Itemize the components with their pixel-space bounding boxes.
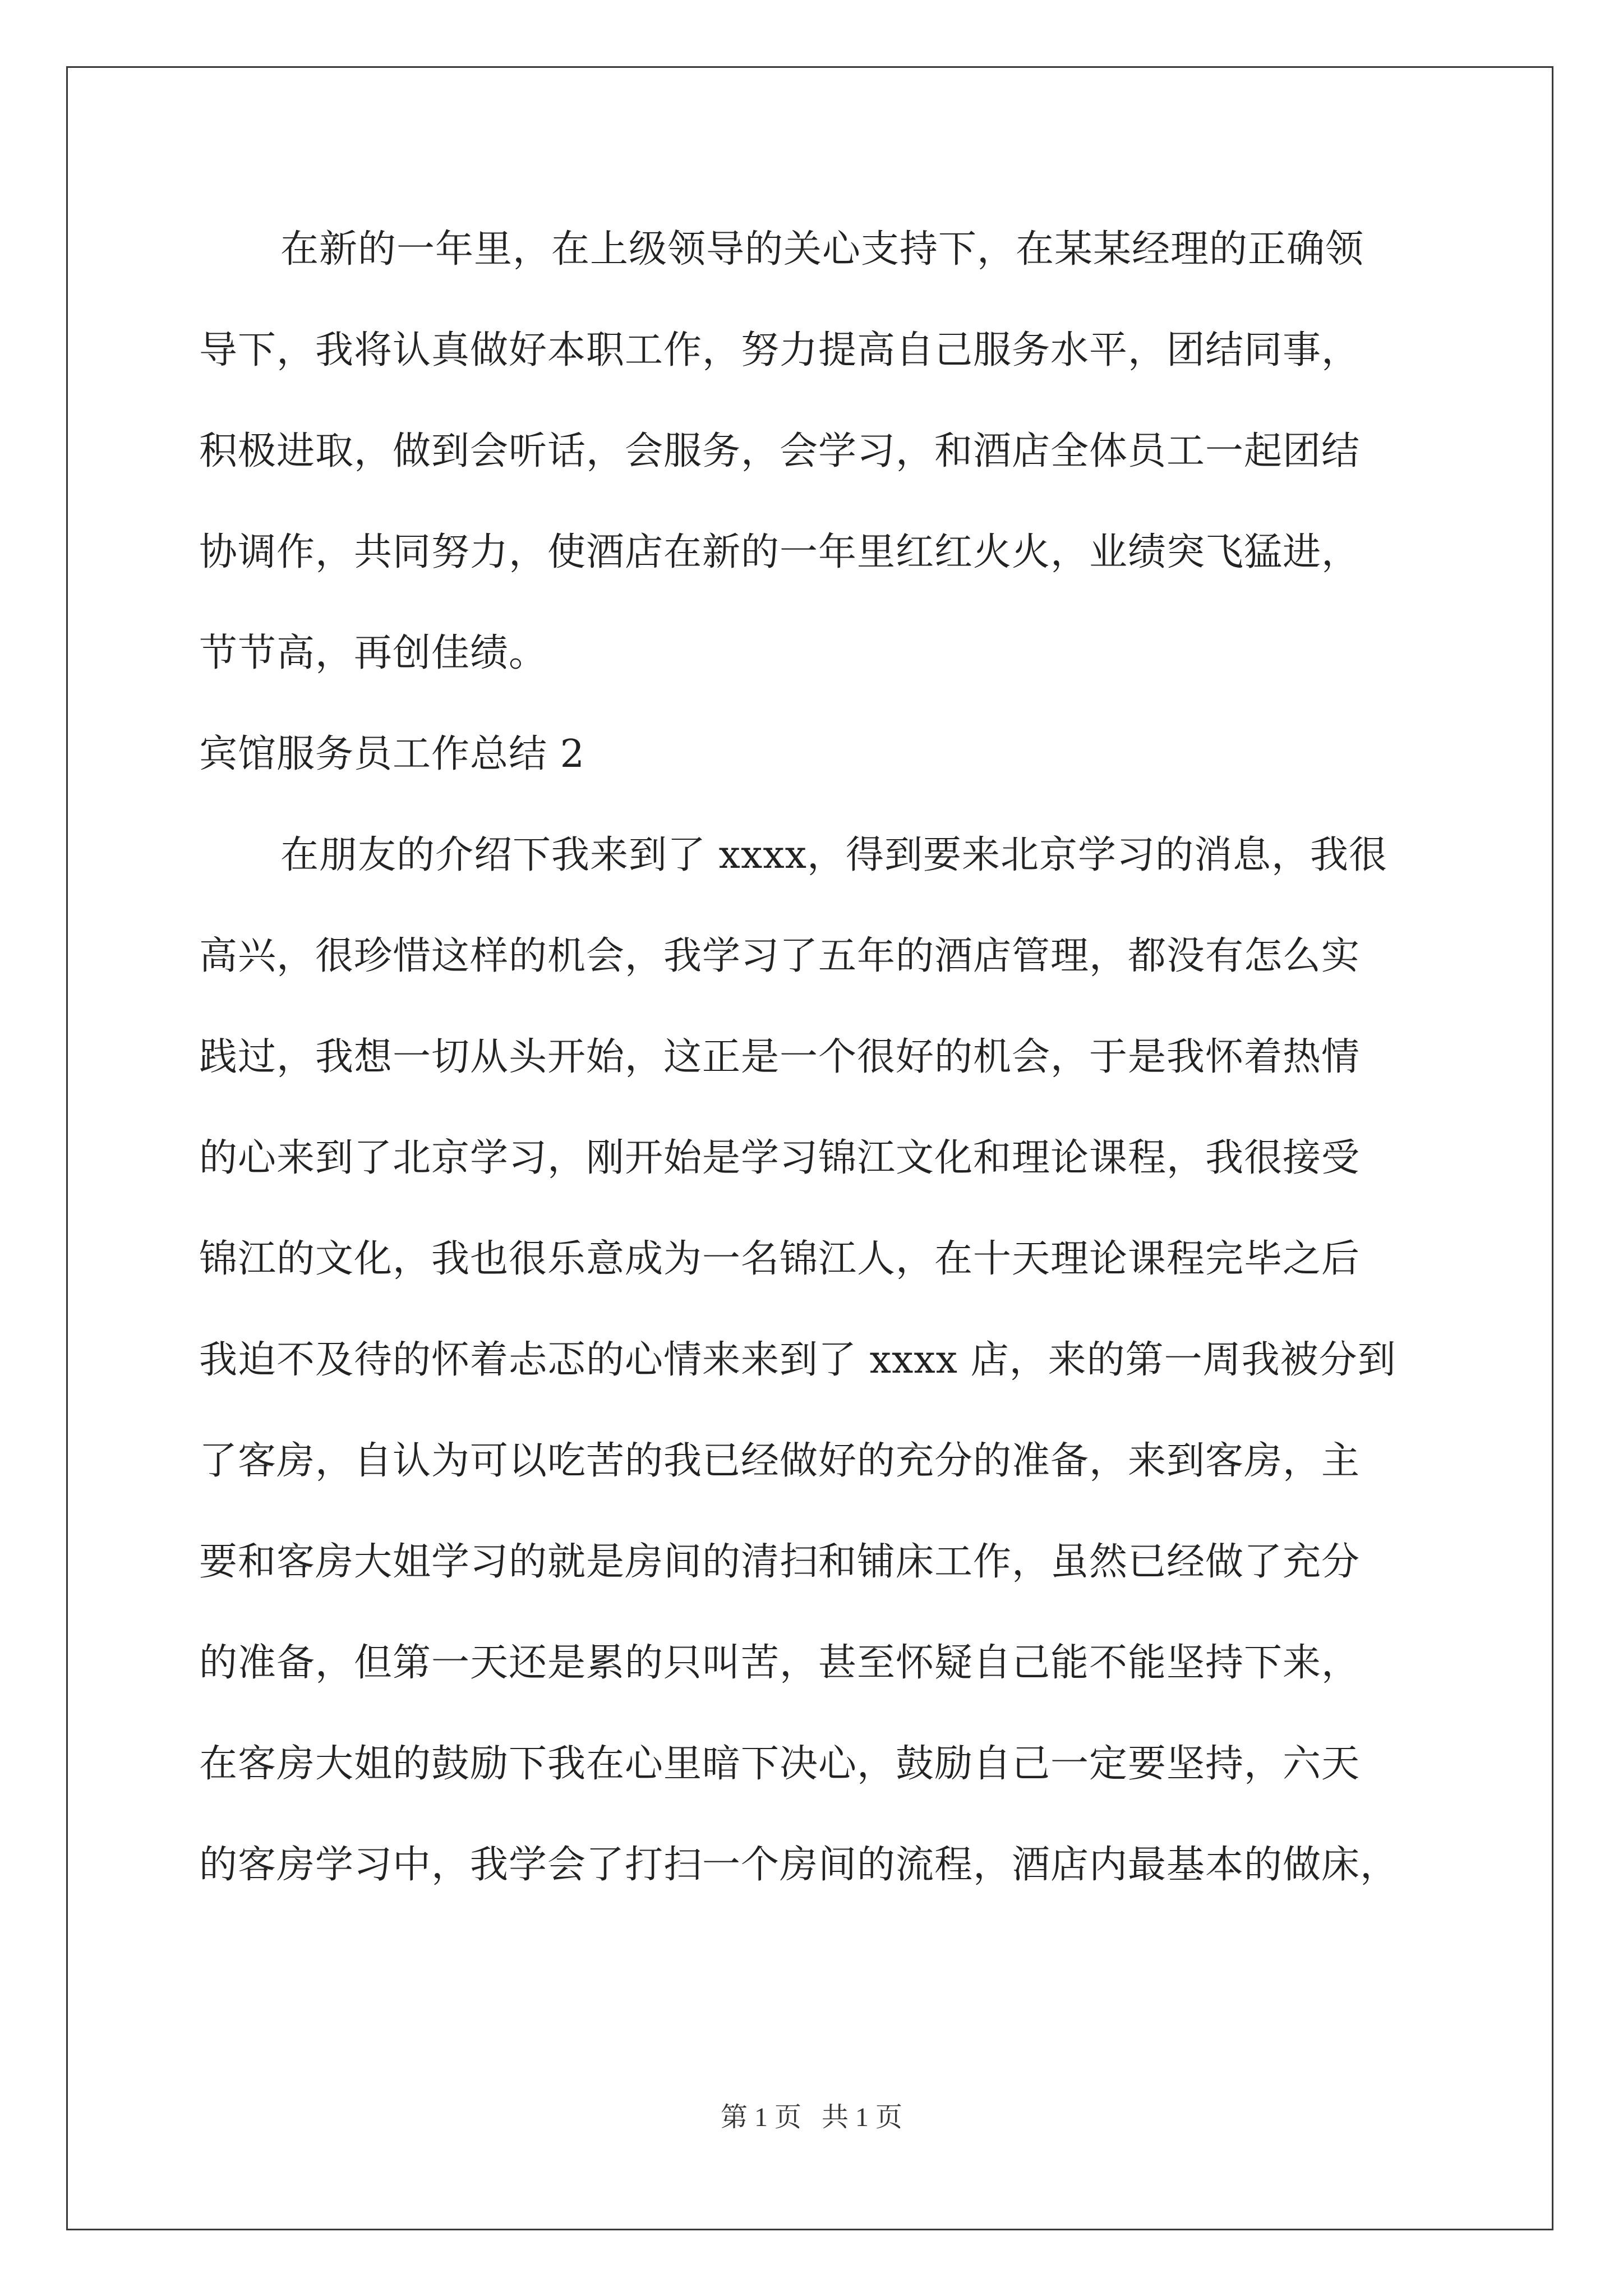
paragraph2-line: 的心来到了北京学习，刚开始是学习锦江文化和理论课程，我很接受 — [199, 1136, 1361, 1180]
paragraph2-line: 了客房，自认为可以吃苦的我已经做好的充分的准备，来到客房，主 — [199, 1439, 1361, 1483]
paragraph2-line: 在朋友的介绍下我来到了 xxxx，得到要来北京学习的消息，我很 — [280, 833, 1388, 877]
paragraph2-line: 的准备，但第一天还是累的只叫苦，甚至怀疑自己能不能坚持下来， — [199, 1641, 1361, 1685]
paragraph1-line: 导下，我将认真做好本职工作，努力提高自己服务水平，团结同事， — [199, 328, 1361, 372]
page-footer: 第 1 页 共 1 页 — [720, 2102, 902, 2132]
paragraph2-line: 在客房大姐的鼓励下我在心里暗下决心，鼓励自己一定要坚持，六天 — [199, 1742, 1361, 1786]
paragraph2-line: 我迫不及待的怀着忐忑的心情来来到了 xxxx 店，来的第一周我被分到 — [199, 1338, 1396, 1382]
paragraph2-line: 的客房学习中，我学会了打扫一个房间的流程，酒店内最基本的做床， — [199, 1843, 1399, 1887]
paragraph1-line: 在新的一年里，在上级领导的关心支持下，在某某经理的正确领 — [280, 227, 1364, 272]
paragraph2-line: 践过，我想一切从头开始，这正是一个很好的机会，于是我怀着热情 — [199, 1035, 1361, 1079]
section-heading: 宾馆服务员工作总结 2 — [199, 732, 585, 776]
paragraph1-line: 协调作，共同努力，使酒店在新的一年里红红火火，业绩突飞猛进， — [199, 530, 1361, 574]
paragraph2-line: 要和客房大姐学习的就是房间的清扫和铺床工作，虽然已经做了充分 — [199, 1540, 1361, 1584]
paragraph2-line: 锦江的文化，我也很乐意成为一名锦江人，在十天理论课程完毕之后 — [199, 1237, 1361, 1281]
paragraph1-line: 积极进取，做到会听话，会服务，会学习，和酒店全体员工一起团结 — [199, 429, 1361, 473]
paragraph2-line: 高兴，很珍惜这样的机会，我学习了五年的酒店管理，都没有怎么实 — [199, 934, 1361, 978]
paragraph1-line: 节节高，再创佳绩。 — [199, 631, 548, 675]
